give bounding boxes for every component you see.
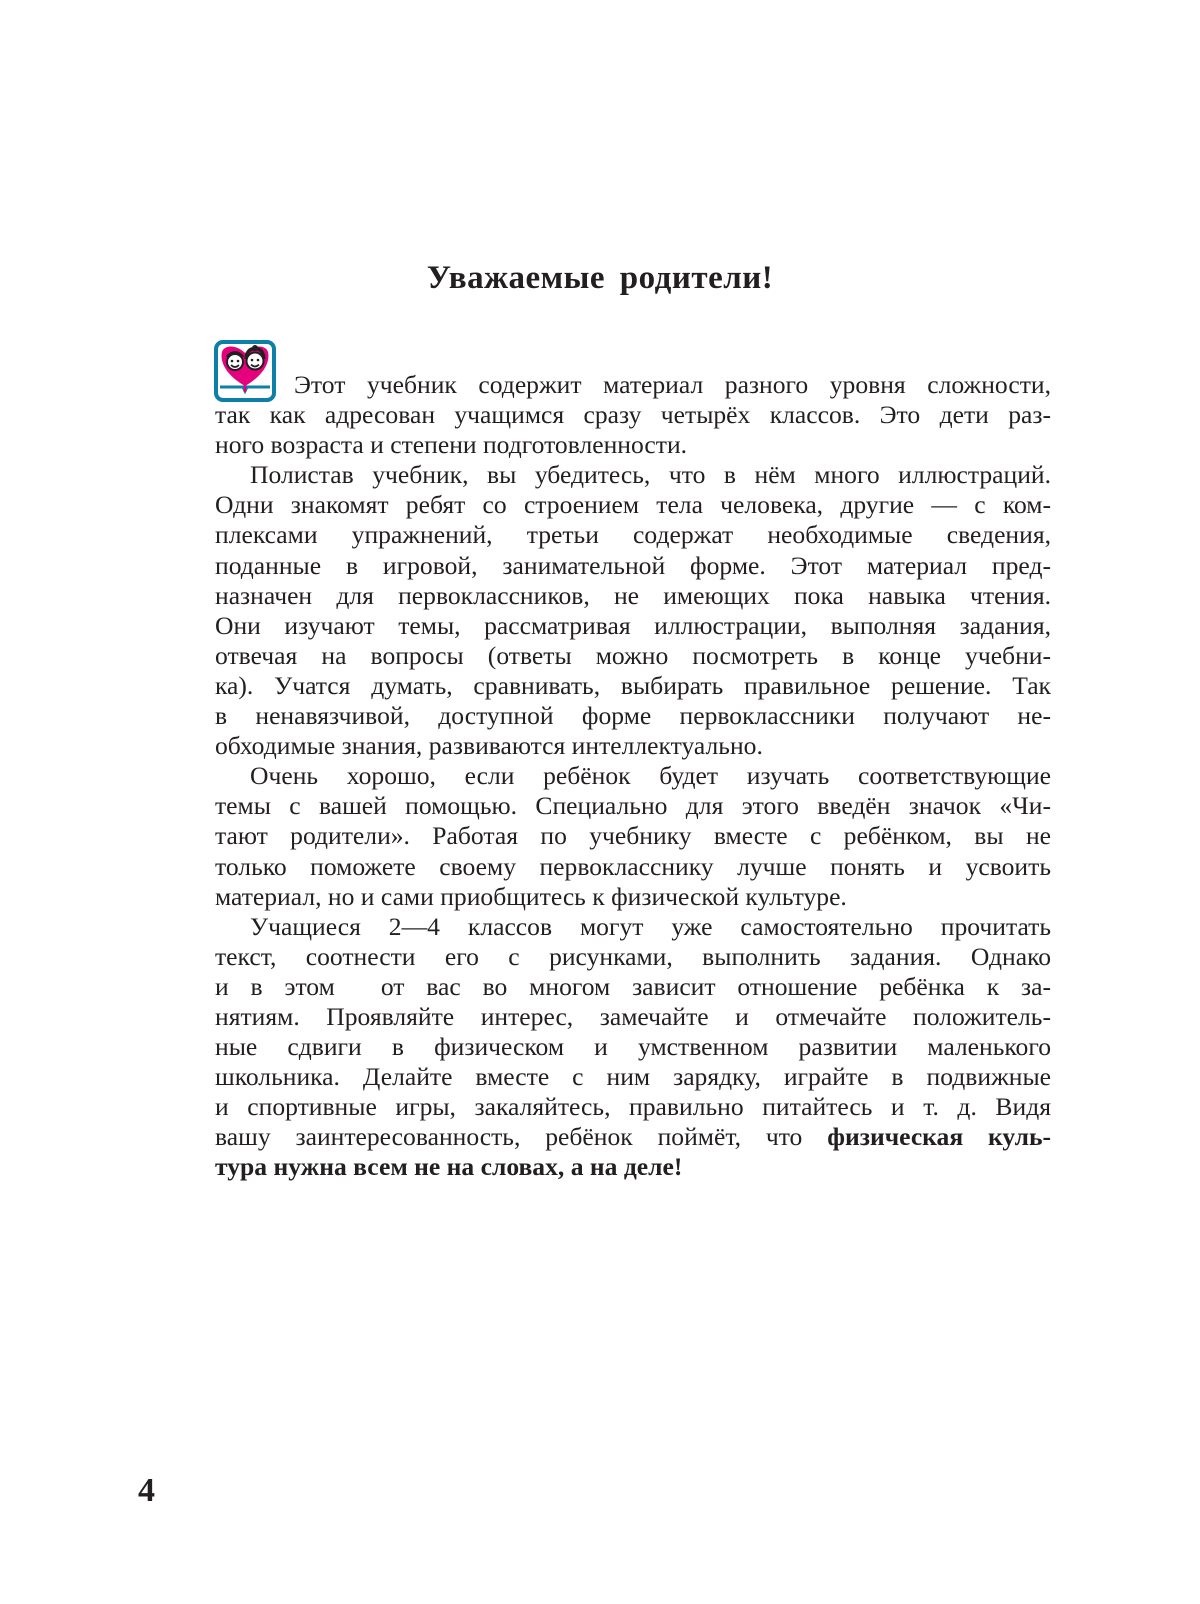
paragraph-3 [215, 761, 1051, 911]
text-line: отвечая на вопросы (ответы можно посмотреть в конце учебни- [215, 640, 1051, 670]
text-line: в ненавязчивой, доступной форме первоклассники получают не- [215, 701, 1051, 731]
text-line: Учащиеся 2—4 классов могут уже самостоятельно прочитать [250, 911, 1051, 941]
text-line: школьника. Делайте вместе с ним зарядку, играйте в подвижные [215, 1062, 1051, 1092]
text-line: только поможете своему первокласснику лучше понять и усвоить [215, 851, 1051, 881]
text-line: ные сдвиги в физическом и умственном развитии маленького [215, 1032, 1051, 1062]
paragraph-2 [215, 460, 1051, 761]
text-line: Очень хорошо, если ребёнок будет изучать соответствующие [250, 761, 1051, 791]
text-line: ного возраста и степени подготовленности. [215, 430, 688, 460]
text-line: темы с вашей помощью. Специально для этого введён значок «Чи- [215, 791, 1051, 821]
text-line: тают родители». Работая по учебнику вместе с ребёнком, вы не [215, 821, 1051, 851]
text-fragment: от вас во многом зависит отношение ребёнка к за- [380, 971, 1051, 1001]
text-line: поданные в игровой, занимательной форме. Этот материал пред- [215, 550, 1051, 580]
text-line: Этот учебник содержит материал разного уровня сложности, [294, 370, 1051, 399]
text-fragment: и в этом [215, 971, 335, 1001]
text-line: нятиям. Проявляйте интерес, замечайте и отмечайте положитель- [215, 1001, 1051, 1031]
text-line: обходимые знания, развиваются интеллектуально. [215, 731, 763, 761]
text-line: текст, соотнести его с рисунками, выполнить задания. Однако [215, 941, 1051, 971]
text-line: так как адресован учащимся сразу четырёх классов. Это дети раз- [215, 400, 1051, 430]
bold-text-fragment: физическая куль- [827, 1122, 1052, 1152]
text-line-mixed [215, 1122, 1051, 1152]
paragraph-4 [215, 912, 1051, 1183]
page-title: Уважаемые родители! [426, 260, 774, 296]
text-line: Они изучают темы, рассматривая иллюстрации, выполняя задания, [215, 610, 1051, 640]
text-line: Одни знакомят ребят со строением тела человека, другие — с ком- [215, 490, 1051, 520]
paragraph-1 [215, 370, 1051, 460]
text-line: плексами упражнений, третьи содержат необходимые сведения, [215, 520, 1051, 550]
text-fragment: вашу заинтересованность, ребёнок поймёт, что [215, 1122, 803, 1152]
text-line: назначен для первоклассников, не имеющих пока навыка чтения. [215, 580, 1051, 610]
text-line: ка). Учатся думать, сравнивать, выбирать правильное решение. Так [215, 670, 1051, 700]
text-line: Полистав учебник, вы убедитесь, что в нём много иллюстраций. [250, 460, 1051, 490]
body-text [215, 370, 1051, 1183]
text-line: материал, но и сами приобщитесь к физической культуре. [215, 881, 847, 911]
page-number: 4 [138, 1472, 155, 1509]
bold-text-line: тура нужна всем не на словах, а на деле! [215, 1152, 683, 1182]
text-line-with-gap [215, 972, 1051, 1002]
text-line: и спортивные игры, закаляйтесь, правильно питайтесь и т. д. Видя [215, 1092, 1051, 1122]
